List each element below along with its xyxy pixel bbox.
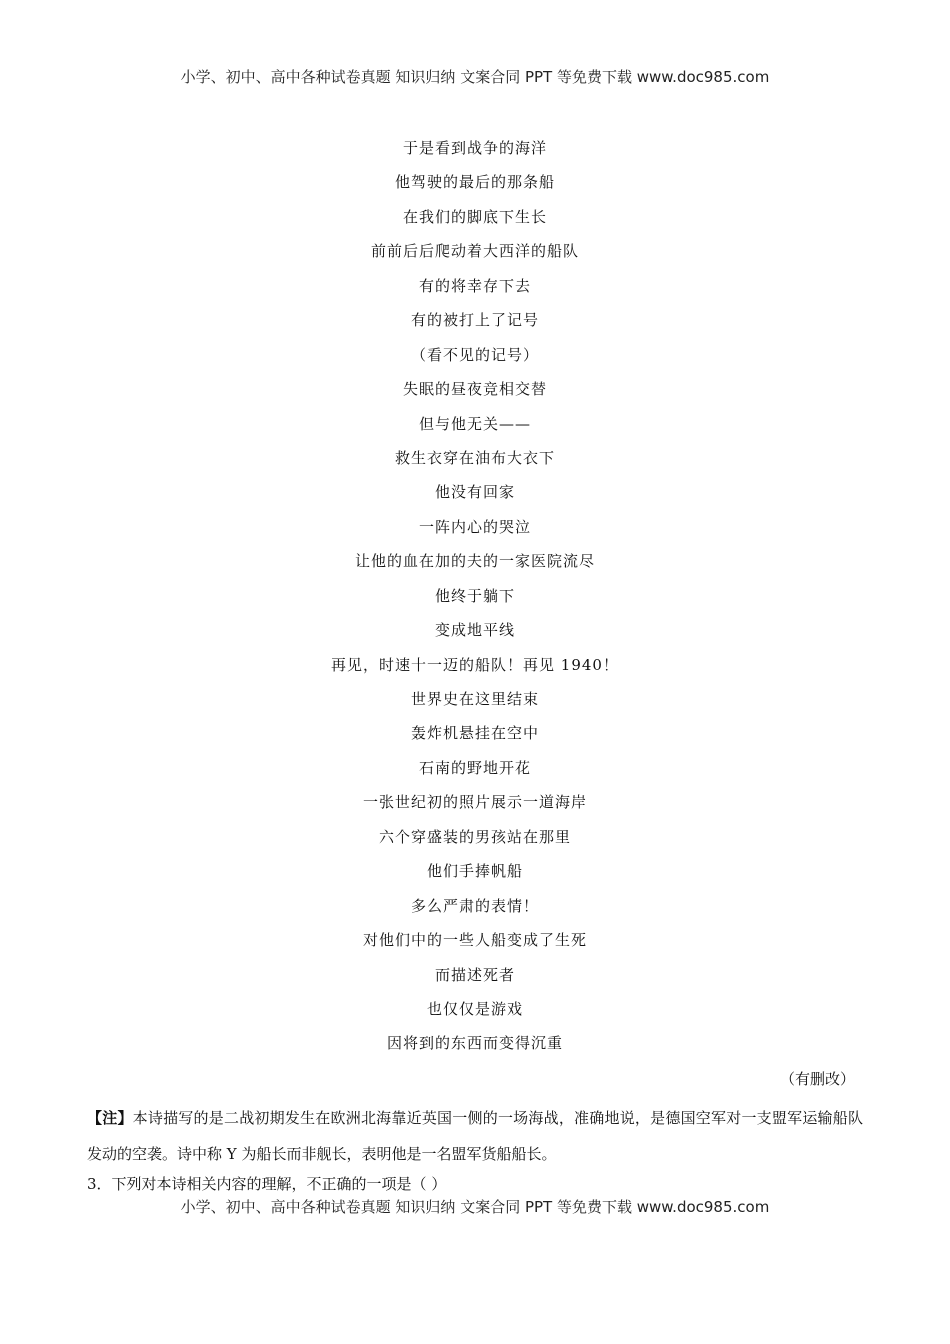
poem-line: 让他的血在加的夫的一家医院流尽	[354, 552, 595, 571]
poem-line: 石南的野地开花	[418, 758, 531, 777]
poem-line: 有的被打上了记号	[410, 311, 539, 330]
poem-line: 世界史在这里结束	[410, 690, 539, 708]
page-footer: 小学、初中、高中各种试卷真题 知识归纳 文案合同 PPT 等免费下载 www.doc985.com	[180, 1198, 770, 1216]
poem-line: 于是看到战争的海洋	[402, 139, 547, 157]
poem-line: 而描述死者	[434, 965, 515, 984]
poem-line: 但与他无关——	[418, 414, 531, 433]
question-stem: 3．下列对本诗相关内容的理解，不正确的一项是（ ）	[87, 1175, 447, 1193]
poem	[0, 137, 950, 1067]
poem-line: 多么严肃的表情！	[410, 896, 539, 915]
note-text: 本诗描写的是二战初期发生在欧洲北海靠近英国一侧的一场海战，准确地说，是德国空军对一支盟军运输船队发动的空袭。诗中称 Y 为船长而非舰长，表明他是一名盟军货船船长。	[87, 1109, 863, 1163]
page-header: 小学、初中、高中各种试卷真题 知识归纳 文案合同 PPT 等免费下载 www.doc985.com	[180, 68, 770, 86]
poem-line: 因将到的东西而变得沉重	[386, 1034, 563, 1053]
poem-line: 他驾驶的最后的那条船	[394, 173, 555, 192]
poem-line: 失眠的昼夜竞相交替	[402, 380, 547, 399]
poem-line: 一张世纪初的照片展示一道海岸	[362, 793, 587, 812]
source-note: （有删改）	[779, 1070, 855, 1088]
poem-line: 救生衣穿在油布大衣下	[394, 448, 555, 467]
poem-line: 他们手捧帆船	[426, 862, 523, 881]
poem-line: 再见，时速十一迈的船队！再见 1940！	[331, 655, 619, 674]
annotation-note	[87, 1100, 863, 1172]
poem-line: 在我们的脚底下生长	[402, 207, 547, 226]
poem-line: 轰炸机悬挂在空中	[410, 724, 539, 743]
poem-line: 他终于躺下	[434, 586, 515, 605]
poem-line: 变成地平线	[434, 621, 515, 640]
poem-line: 对他们中的一些人船变成了生死	[362, 931, 587, 950]
poem-line: 有的将幸存下去	[418, 276, 531, 295]
poem-line: 六个穿盛装的男孩站在那里	[378, 827, 571, 846]
poem-line: （看不见的记号）	[410, 345, 539, 364]
note-tag: 【注】	[87, 1109, 133, 1127]
poem-line: 他没有回家	[434, 483, 515, 502]
poem-line: 前前后后爬动着大西洋的船队	[370, 242, 579, 261]
poem-line: 也仅仅是游戏	[426, 999, 523, 1018]
poem-line: 一阵内心的哭泣	[418, 517, 531, 536]
